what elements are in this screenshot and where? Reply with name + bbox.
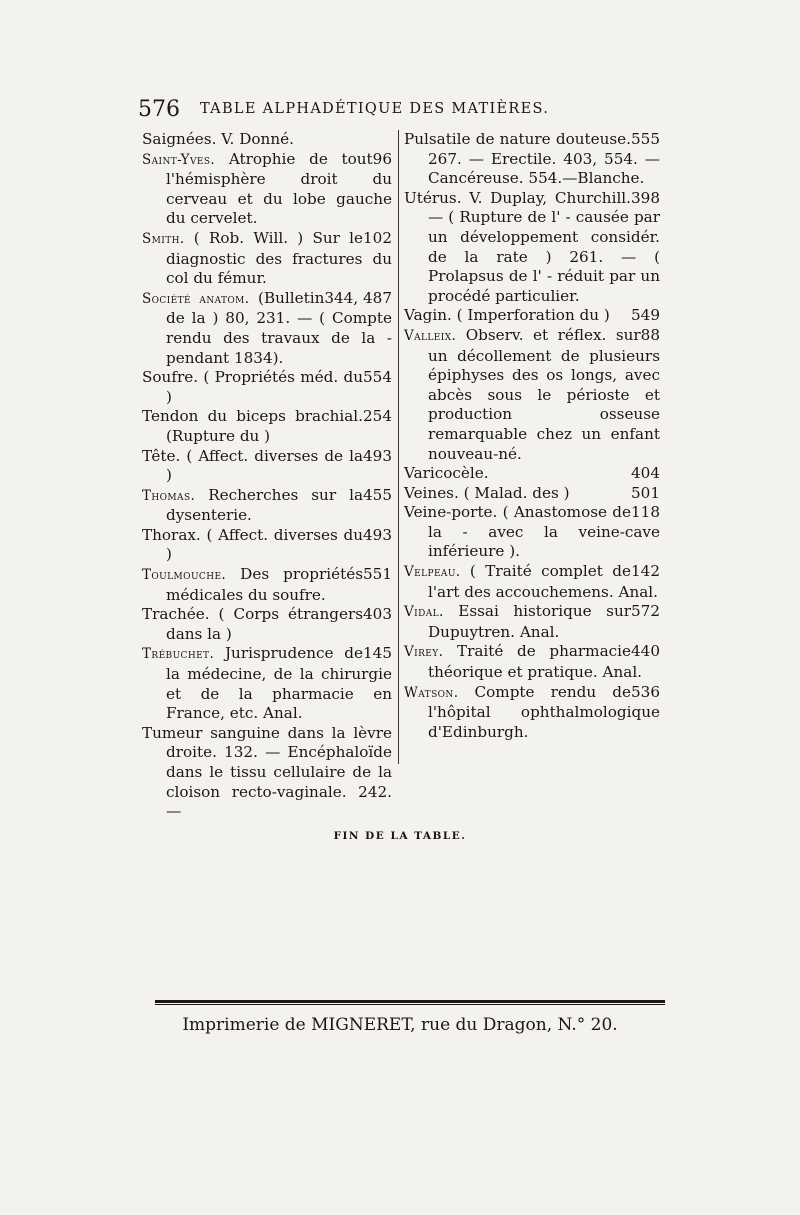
- entry-text: Tête. ( Affect. diverses de la ): [142, 446, 363, 485]
- entry-author: Velpeau.: [404, 564, 461, 581]
- entry-text: Pulsatile de nature douteuse. 267. — Erectile. 403, 554. — Cancéreuse. 554.—Blanche.: [404, 130, 660, 188]
- entry-text: Veine-porte. ( Anastomose de la - avec la veine-cave inférieure ).: [404, 503, 660, 561]
- column-divider: [398, 130, 399, 764]
- index-entry: [142, 724, 392, 822]
- index-entry: [404, 562, 660, 602]
- entry-text: Soufre. ( Propriétés méd. du ): [142, 368, 363, 406]
- entry-page-number: 549: [631, 306, 660, 325]
- entry-author: Saint-Yves.: [142, 151, 216, 168]
- index-entry: [142, 229, 392, 289]
- entry-page-number: 88: [640, 325, 660, 344]
- entry-author: Watson.: [404, 684, 459, 701]
- entry-page-number: 493: [363, 525, 392, 544]
- entry-text: Varicocèle.: [404, 464, 489, 483]
- page-header: [138, 97, 658, 123]
- index-entry: [142, 407, 392, 446]
- index-entry: [142, 526, 392, 565]
- entry-page-number: 398: [631, 188, 660, 207]
- index-entry: [142, 605, 392, 644]
- entry-page-number: 403: [363, 605, 392, 624]
- entry-text: Veines. ( Malad. des ): [404, 483, 570, 502]
- entry-author: Société anatom.: [142, 290, 250, 307]
- index-entry: [404, 503, 660, 562]
- index-entry: [142, 289, 392, 368]
- entry-text: Vagin. ( Imperforation du ): [404, 306, 610, 325]
- entry-text: Traité de pharmacie théorique et pratique. Anal.: [428, 642, 643, 682]
- index-entry: [404, 464, 660, 484]
- entry-page-number: 536: [631, 682, 660, 701]
- footer-rule: [155, 1000, 665, 1005]
- index-entry: [142, 368, 392, 407]
- entry-text: Tendon du biceps brachial. (Rupture du ): [142, 407, 363, 445]
- printer-imprint: Imprimerie de MIGNERET, rue du Dragon, N.° 20.: [182, 1015, 618, 1035]
- entry-text: Utérus. V. Duplay, Churchill. — ( Rupture de l' - causée par un développement considér. de la rate ) 261. — ( Prolapsus de l' - réduit par un procédé particulier.: [404, 188, 660, 305]
- entry-author: Valleix.: [404, 327, 457, 344]
- entry-text: Des propriétés médicales du soufre.: [166, 565, 363, 604]
- entry-text: Tumeur sanguine dans la lèvre droite. 132. — Encéphaloïde dans le tissu cellulaire de la cloison recto-vaginale. 242. —: [142, 723, 392, 821]
- entry-text: Observ. et réflex. sur un décollement de plusieurs épiphyses des os longs, avec abcès sous le périoste et production osseuse remarquable chez un enfant nouveau-né.: [428, 325, 660, 463]
- entry-page-number: 572: [631, 602, 660, 621]
- entry-page-number: 554: [363, 368, 392, 387]
- index-entry: [404, 683, 660, 743]
- index-entry: [404, 130, 660, 189]
- index-entry: [404, 642, 660, 682]
- entry-page-number: 344, 487: [324, 288, 392, 307]
- entry-page-number: 440: [631, 642, 660, 661]
- end-of-table-note: FIN DE LA TABLE.: [333, 830, 467, 842]
- entry-page-number: 493: [363, 446, 392, 465]
- index-entry: [142, 447, 392, 486]
- entry-page-number: 118: [631, 503, 660, 522]
- running-title: TABLE ALPHADÉTIQUE DES MATIÈRES.: [200, 101, 550, 117]
- entry-page-number: 145: [363, 644, 392, 663]
- entry-page-number: 404: [631, 464, 660, 483]
- entry-page-number: 501: [631, 483, 660, 502]
- entry-text: Recherches sur la dysenterie.: [166, 485, 363, 525]
- entry-page-number: 102: [363, 228, 392, 247]
- index-entry: [404, 484, 660, 504]
- entry-page-number: 455: [363, 485, 392, 504]
- entry-page-number: 142: [631, 562, 660, 581]
- entry-page-number: 555: [631, 130, 660, 148]
- index-entry: [142, 130, 392, 150]
- entry-page-number: 96: [372, 149, 392, 168]
- entry-text: Essai historique sur Dupuytren. Anal.: [428, 602, 631, 641]
- entry-author: Virey.: [404, 644, 444, 661]
- entry-author: Vidal.: [404, 604, 444, 621]
- index-column-right: [404, 130, 660, 742]
- entry-page-number: 254: [363, 407, 392, 426]
- index-entry: [404, 306, 660, 326]
- entry-text: Saignées. V. Donné.: [142, 130, 294, 148]
- entry-text: Jurisprudence de la médecine, de la chirurgie et de la pharmacie en France, etc. Anal.: [166, 644, 392, 723]
- entry-text: Trachée. ( Corps étrangers dans la ): [142, 605, 363, 643]
- index-entry: [142, 644, 392, 723]
- entry-author: Trébuchet.: [142, 646, 215, 663]
- index-entry: [404, 326, 660, 464]
- entry-text: ( Rob. Will. ) Sur le diagnostic des fractures du col du fémur.: [166, 228, 392, 288]
- entry-text: ( Traité complet de l'art des accouchemens. Anal.: [428, 562, 658, 601]
- index-entry: [404, 189, 660, 307]
- entry-text: Compte rendu de l'hôpital ophthalmologique d'Edinburgh.: [428, 682, 660, 741]
- index-entry: [142, 486, 392, 526]
- entry-author: Thomas.: [142, 487, 196, 504]
- index-column-left: [142, 130, 392, 822]
- entry-author: Smith.: [142, 230, 185, 247]
- entry-text: Thorax. ( Affect. diverses du ): [142, 525, 363, 564]
- index-entry: [142, 565, 392, 605]
- index-entry: [142, 150, 392, 229]
- page-number: 576: [138, 97, 180, 122]
- entry-text: Atrophie de tout l'hémisphère droit du cerveau et du lobe gauche du cervelet.: [166, 149, 392, 228]
- entry-text: (Bulletin de la ) 80, 231. — ( Compte rendu des travaux de la - pendant 1834).: [166, 288, 392, 367]
- index-entry: [404, 602, 660, 642]
- entry-author: Toulmouche.: [142, 567, 227, 584]
- entry-page-number: 551: [363, 565, 392, 584]
